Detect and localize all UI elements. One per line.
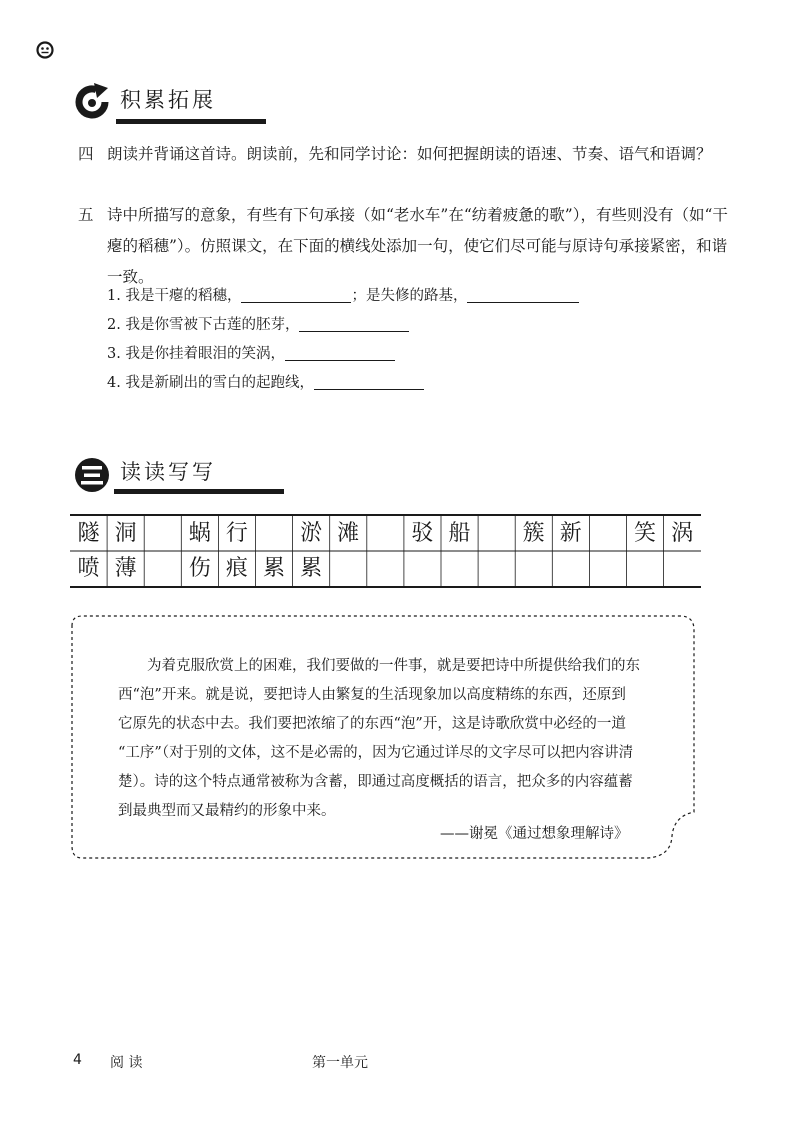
grid-cell: 笑 bbox=[633, 521, 656, 546]
grid-cell bbox=[627, 551, 664, 586]
page-number: 4 bbox=[73, 1052, 82, 1068]
grid-cell: 新 bbox=[559, 521, 582, 546]
section-underline bbox=[114, 489, 284, 494]
grid-cell bbox=[552, 551, 589, 586]
quote-text bbox=[118, 652, 678, 826]
fill-in-item: 3. 我是你挂着眼泪的笑涡， bbox=[107, 340, 579, 369]
answer-blank[interactable] bbox=[285, 344, 395, 361]
answer-blank[interactable] bbox=[314, 373, 424, 390]
grid-cell: 蜗 bbox=[188, 521, 211, 546]
quote-source: ——谢冕《通过想象理解诗》 bbox=[440, 826, 629, 842]
question-4 bbox=[78, 139, 728, 170]
grid-cell: 累 bbox=[262, 556, 285, 581]
section-underline bbox=[116, 119, 266, 124]
grid-cell bbox=[478, 551, 515, 586]
grid-cell: 薄 bbox=[114, 556, 137, 581]
footer-section: 阅 读 bbox=[110, 1055, 143, 1071]
footer-unit: 第一单元 bbox=[312, 1055, 368, 1071]
grid-cell: 涡 bbox=[671, 521, 694, 546]
grid-cell: 淤 bbox=[300, 521, 323, 546]
character-grid bbox=[70, 514, 701, 588]
fill-in-list bbox=[107, 282, 579, 398]
quote-line: “工序”（对于别的文体，这不是必需的，因为它通过详尽的文字尽可以把内容讲清 bbox=[118, 745, 634, 761]
grid-cell bbox=[478, 516, 515, 551]
grid-cell: 滩 bbox=[337, 521, 360, 546]
grid-cell bbox=[144, 516, 181, 551]
grid-cell: 簇 bbox=[522, 521, 545, 546]
grid-cell: 洞 bbox=[114, 521, 137, 546]
grid-cell: 船 bbox=[448, 521, 471, 546]
three-icon bbox=[72, 456, 112, 496]
fill-in-item: 2. 我是你雪被下古莲的胚芽， bbox=[107, 311, 579, 340]
fill-in-item: 4. 我是新刷出的雪白的起跑线， bbox=[107, 369, 579, 398]
grid-cell bbox=[144, 551, 181, 586]
question-number: 五 bbox=[78, 206, 94, 224]
grid-cell bbox=[330, 551, 367, 586]
grid-cell: 伤 bbox=[188, 556, 211, 581]
fill-in-item: 1. 我是干瘪的稻穗， ；是失修的路基， bbox=[107, 282, 579, 311]
question-text: 朗读并背诵这首诗。朗读前，先和同学讨论：如何把握朗读的语速、节奏、语气和语调？ bbox=[107, 145, 712, 163]
grid-cell bbox=[256, 516, 293, 551]
grid-cell: 累 bbox=[300, 556, 323, 581]
quote-line: 到最典型而又最精约的形象中来。 bbox=[118, 803, 336, 819]
grid-cell: 隧 bbox=[77, 521, 100, 546]
quote-line: 它原先的状态中去。我们要把浓缩了的东西“泡”开，这是诗歌欣赏中必经的一道 bbox=[118, 716, 626, 732]
answer-blank[interactable] bbox=[467, 286, 579, 303]
grid-cell: 喷 bbox=[77, 556, 100, 581]
question-number: 四 bbox=[78, 145, 94, 163]
section-title: 读读写写 bbox=[120, 460, 216, 484]
question-5 bbox=[78, 200, 728, 293]
question-text: 诗中所描写的意象，有些有下句承接（如“老水车”在“纺着疲惫的歌”），有些则没有（如“干瘪的稻穗”）。仿照课文，在下面的横线处添加一句，使它们尽可能与原诗句承接紧密，和谐一致。 bbox=[107, 206, 728, 286]
refresh-icon bbox=[72, 82, 112, 122]
section-title: 积累拓展 bbox=[120, 88, 216, 112]
grid-cell bbox=[664, 551, 701, 586]
grid-cell: 行 bbox=[225, 521, 248, 546]
quote-line: 为着克服欣赏上的困难，我们要做的一件事，就是要把诗中所提供给我们的东 bbox=[147, 658, 640, 674]
grid-cell bbox=[589, 516, 626, 551]
grid-cell bbox=[589, 551, 626, 586]
answer-blank[interactable] bbox=[241, 286, 351, 303]
quote-line: 楚）。诗的这个特点通常被称为含蓄，即通过高度概括的语言，把众多的内容蕴蓄 bbox=[118, 774, 633, 790]
answer-blank[interactable] bbox=[299, 315, 409, 332]
grid-cell bbox=[367, 551, 404, 586]
quote-line: 西“泡”开来。就是说，要把诗人由繁复的生活现象加以高度精练的东西，还原到 bbox=[118, 687, 626, 703]
smiley-icon bbox=[35, 40, 55, 60]
grid-cell: 驳 bbox=[411, 521, 434, 546]
grid-cell bbox=[404, 551, 441, 586]
grid-cell bbox=[367, 516, 404, 551]
grid-cell: 痕 bbox=[225, 556, 248, 581]
grid-cell bbox=[441, 551, 478, 586]
grid-cell bbox=[515, 551, 552, 586]
